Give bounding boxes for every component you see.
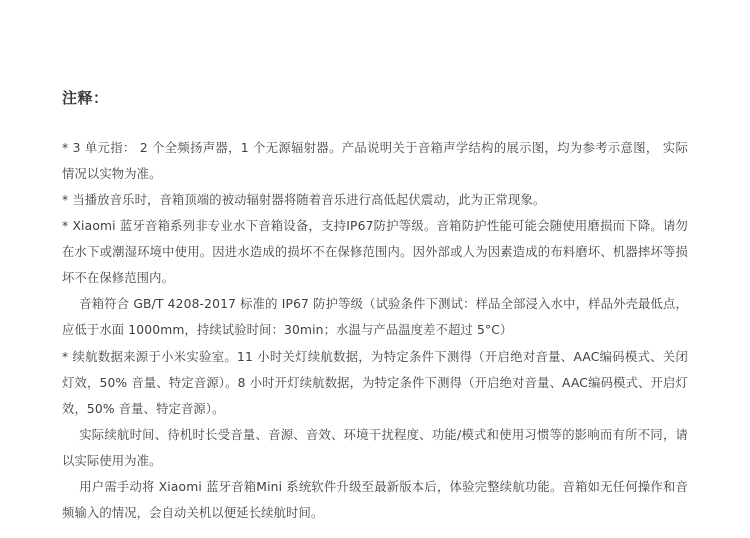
note-item: 实际续航时间、待机时长受音量、音源、音效、环境干扰程度、功能/模式和使用习惯等的影响而有所不同，请以实际使用为准。: [62, 427, 688, 468]
note-item: * 3 单元指： 2 个全频扬声器，1 个无源辐射器。产品说明关于音箱声学结构的展示图，均为参考示意图， 实际情况以实物为准。: [62, 141, 688, 182]
note-item: * Xiaomi 蓝牙音箱系列非专业水下音箱设备，支持IP67防护等级。音箱防护性能可能会随使用磨损而下降。请勿在水下或潮湿环境中使用。因进水造成的损坏不在保修范围内。因外部或人为因素造成的布料磨坏、机器摔坏等损坏不在保修范围内。: [62, 219, 688, 286]
note-item: 用户需手动将 Xiaomi 蓝牙音箱Mini 系统软件升级至最新版本后，体验完整续航功能。音箱如无任何操作和音频输入的情况，会自动关机以便延长续航时间。: [62, 479, 688, 520]
page-title: 注释：: [62, 89, 109, 107]
note-item: 音箱符合 GB/T 4208-2017 标准的 IP67 防护等级（试验条件下测试：样品全部浸入水中，样品外壳最低点，应低于水面 1000mm，持续试验时间：30min；水温与产品温度差不超过 5°C）: [62, 297, 688, 338]
note-item: * 续航数据来源于小米实验室。11 小时关灯续航数据，为特定条件下测得（开启绝对音量、AAC编码模式、关闭灯效，50% 音量、特定音源）。8 小时开灯续航数据，为特定条件下测得（开启绝对音量、AAC编码模式、开启灯效，50% 音量、特定音源）。: [62, 349, 688, 416]
notes-list: [62, 135, 688, 526]
note-item: * 当播放音乐时，音箱顶端的被动辐射器将随着音乐进行高低起伏震动，此为正常现象。: [62, 193, 546, 208]
